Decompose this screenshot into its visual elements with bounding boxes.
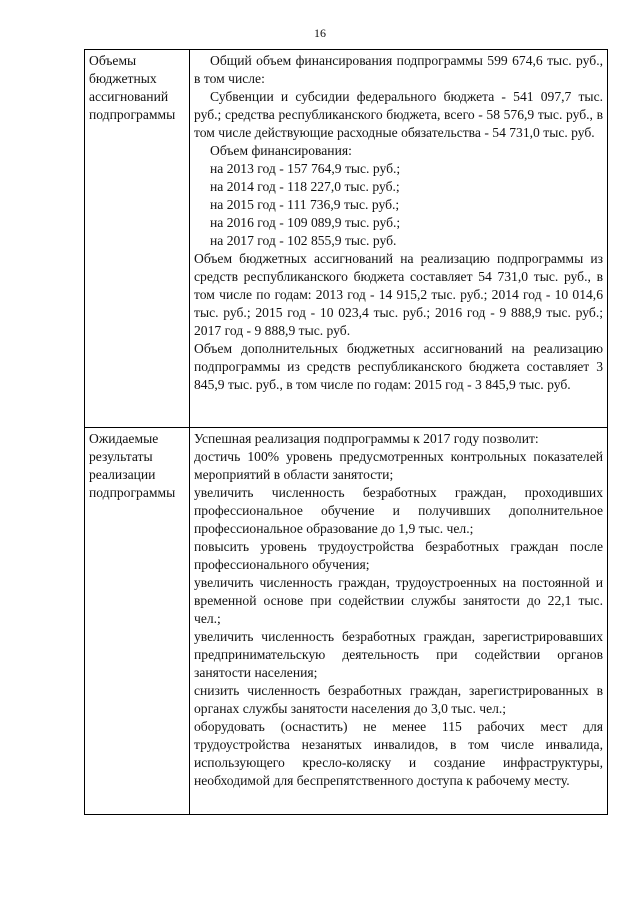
content-paragraph: Общий объем финансирования подпрограммы 599 674,6 тыс. руб., в том числе:: [194, 53, 603, 86]
row-label-line: Объемы: [89, 53, 137, 68]
content-paragraph: увеличить численность граждан, трудоустроенных на постоянной и временной основе при содействии службы занятости до 22,1 тыс. чел.;: [194, 575, 603, 626]
passport-table: [84, 49, 608, 815]
content-list-item: на 2013 год - 157 764,9 тыс. руб.;: [210, 161, 401, 176]
content-list-item: на 2017 год - 102 855,9 тыс. руб.: [210, 233, 397, 248]
row-label-cell: [85, 428, 190, 815]
row-label-line: бюджетных: [89, 71, 157, 86]
content-paragraph: снизить численность безработных граждан, зарегистрированных в органах службы занятости населения до 3,0 тыс. чел.;: [194, 683, 603, 716]
row-content-cell: [190, 428, 608, 815]
content-list-item: на 2014 год - 118 227,0 тыс. руб.;: [210, 179, 400, 194]
row-label-line: реализации: [89, 467, 156, 482]
row-content-cell: [190, 50, 608, 428]
row-label-line: результаты: [89, 449, 153, 464]
content-paragraph: Успешная реализация подпрограммы к 2017 году позволит:: [194, 431, 539, 446]
content-paragraph: оборудовать (оснастить) не менее 115 рабочих мест для трудоустройства незанятых инвалидов, в том числе инвалида, использующего кресло-коляску и создание инфраструктуры, необходимой для беспрепятственного доступа к рабочему месту.: [194, 719, 603, 788]
content-paragraph: увеличить численность безработных граждан, проходивших профессиональное обучение и получивших дополнительное профессиональное образование до 1,9 тыс. чел.;: [194, 485, 603, 536]
content-paragraph: достичь 100% уровень предусмотренных контрольных показателей мероприятий в области занятости;: [194, 449, 603, 482]
page-number: 16: [314, 26, 326, 40]
table-row: [85, 428, 608, 815]
table-row: [85, 50, 608, 428]
content-list-item: на 2015 год - 111 736,9 тыс. руб.;: [210, 197, 400, 212]
content-paragraph: Объем бюджетных ассигнований на реализацию подпрограммы из средств республиканского бюджета составляет 54 731,0 тыс. руб., в том числе по годам: 2013 год - 14 915,2 тыс. руб.; 2014 год - 10 014,6 тыс. руб.; 2015 год - 10 023,4 тыс. руб.; 2016 год - 9 888,9 тыс. руб.; 2017 год - 9 888,9 тыс. руб.: [194, 251, 603, 338]
content-paragraph: повысить уровень трудоустройства безработных граждан после профессионального обучения;: [194, 539, 603, 572]
content-paragraph: Субвенции и субсидии федерального бюджета - 541 097,7 тыс. руб.; средства республиканского бюджета, всего - 58 576,9 тыс. руб., в том числе действующие расходные обязательства - 54 731,0 тыс. руб.: [194, 89, 603, 140]
row-label-line: Ожидаемые: [89, 431, 159, 446]
row-label-cell: [85, 50, 190, 428]
row-label-line: подпрограммы: [89, 107, 176, 122]
row-label-line: ассигнований: [89, 89, 169, 104]
content-paragraph: Объем дополнительных бюджетных ассигнований на реализацию подпрограммы из средств республиканского бюджета составляет 3 845,9 тыс. руб., в том числе по годам: 2015 год - 3 845,9 тыс. руб.: [194, 341, 603, 392]
content-list-item: на 2016 год - 109 089,9 тыс. руб.;: [210, 215, 401, 230]
content-paragraph: Объем финансирования:: [210, 143, 352, 158]
row-label-line: подпрограммы: [89, 485, 176, 500]
content-paragraph: увеличить численность безработных граждан, зарегистрировавших предпринимательскую деятельность при содействии органов занятости населения;: [194, 629, 603, 680]
